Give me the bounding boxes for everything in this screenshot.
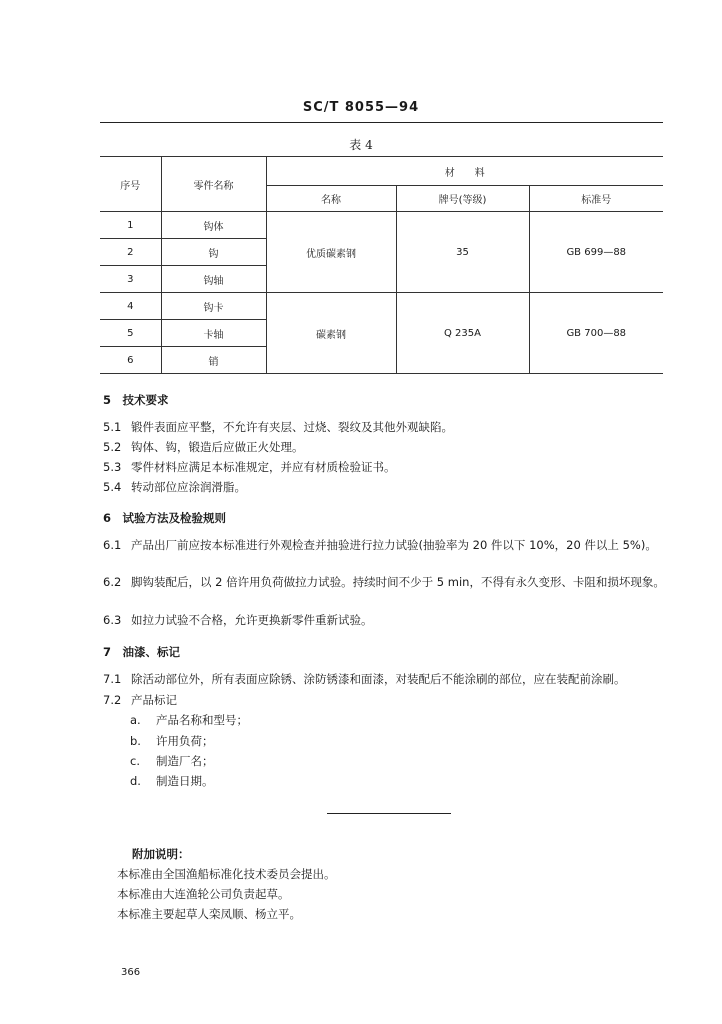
- clause: [103, 670, 667, 689]
- materials-table: [100, 156, 663, 374]
- note-line: 本标准由大连渔轮公司负责起草。: [117, 887, 290, 901]
- header-standard: 标准号: [529, 186, 663, 212]
- sub-item-text: 许用负荷；: [156, 734, 214, 748]
- clause-text: 产品标记: [131, 693, 177, 707]
- clause-number: 7.2: [103, 693, 122, 707]
- clause-text: 钩体、钩，锻造后应做正火处理。: [131, 440, 304, 454]
- row-seq: 6: [100, 347, 161, 374]
- clause: [103, 478, 667, 497]
- sub-item: [130, 712, 248, 728]
- clause-number: 6.3: [103, 613, 122, 627]
- sub-item-letter: d.: [130, 774, 141, 788]
- material-name: 碳素钢: [266, 293, 396, 374]
- row-seq: 3: [100, 266, 161, 293]
- table-caption: 表 4: [349, 138, 373, 152]
- row-seq: 4: [100, 293, 161, 320]
- clause: [103, 691, 667, 710]
- page-number: 366: [121, 967, 141, 978]
- header-material-name: 名称: [266, 186, 396, 212]
- clause: [103, 536, 667, 555]
- header-part-name: 零件名称: [161, 157, 266, 212]
- clause-text: 零件材料应满足本标准规定，并应有材质检验证书。: [131, 460, 396, 474]
- end-rule: [327, 813, 451, 814]
- material-name: 优质碳素钢: [266, 212, 396, 293]
- clause: [103, 573, 667, 592]
- section-heading: 6 试验方法及检验规则: [103, 511, 227, 525]
- clause-number: 5.1: [103, 420, 122, 434]
- sub-item-text: 制造厂名；: [156, 754, 214, 768]
- clause: [103, 418, 667, 437]
- clause-text: 转动部位应涂润滑脂。: [131, 480, 246, 494]
- material-grade: Q 235A: [396, 293, 529, 374]
- sub-item-letter: b.: [130, 734, 141, 748]
- note-line: 本标准主要起草人栾凤顺、杨立平。: [117, 907, 301, 921]
- clause-number: 6.1: [103, 538, 122, 552]
- clause-number: 5.2: [103, 440, 122, 454]
- sub-item-text: 制造日期。: [156, 774, 214, 788]
- material-grade: 35: [396, 212, 529, 293]
- clause: [103, 611, 667, 630]
- row-part: 卡轴: [161, 320, 266, 347]
- sub-item-text: 产品名称和型号；: [156, 713, 248, 727]
- clause-number: 6.2: [103, 575, 122, 589]
- section-heading: 5 技术要求: [103, 393, 169, 407]
- material-standard: GB 700—88: [529, 293, 663, 374]
- row-part: 销: [161, 347, 266, 374]
- row-seq: 5: [100, 320, 161, 347]
- notes-title: 附加说明：: [132, 847, 190, 861]
- sub-item-letter: a.: [130, 713, 141, 727]
- clause-text: 锻件表面应平整，不允许有夹层、过烧、裂纹及其他外观缺陷。: [131, 420, 453, 434]
- standard-code: SC/T 8055—94: [302, 100, 420, 115]
- sub-item: [130, 733, 214, 749]
- sub-item-letter: c.: [130, 754, 140, 768]
- table-row: [100, 293, 663, 320]
- row-part: 钩卡: [161, 293, 266, 320]
- table-row: [100, 212, 663, 239]
- clause-text: 除活动部位外，所有表面应除锈、涂防锈漆和面漆，对装配后不能涂刷的部位，应在装配前涂刷。: [131, 672, 626, 686]
- clause-number: 5.4: [103, 480, 122, 494]
- clause-number: 7.1: [103, 672, 122, 686]
- clause-number: 5.3: [103, 460, 122, 474]
- clause-text: 如拉力试验不合格，允许更换新零件重新试验。: [131, 613, 373, 627]
- row-part: 钩: [161, 239, 266, 266]
- clause: [103, 458, 667, 477]
- clause-text: 产品出厂前应按本标准进行外观检查并抽验进行拉力试验(抽验率为 20 件以下 10%，20 件以上 5%)。: [131, 538, 657, 552]
- row-part: 钩体: [161, 212, 266, 239]
- sub-item: [130, 753, 214, 769]
- material-standard: GB 699—88: [529, 212, 663, 293]
- row-seq: 1: [100, 212, 161, 239]
- note-line: 本标准由全国渔船标准化技术委员会提出。: [117, 867, 336, 881]
- header-material: 材 料: [266, 157, 663, 186]
- row-part: 钩轴: [161, 266, 266, 293]
- row-seq: 2: [100, 239, 161, 266]
- sub-item: [130, 773, 214, 789]
- header-rule: [100, 122, 663, 123]
- header-seq: 序号: [100, 157, 161, 212]
- section-heading: 7 油漆、标记: [103, 645, 181, 659]
- clause-text: 脚钩装配后，以 2 倍许用负荷做拉力试验。持续时间不少于 5 min，不得有永久变形、卡阻和损坏现象。: [131, 575, 665, 589]
- header-grade: 牌号(等级): [396, 186, 529, 212]
- clause: [103, 438, 667, 457]
